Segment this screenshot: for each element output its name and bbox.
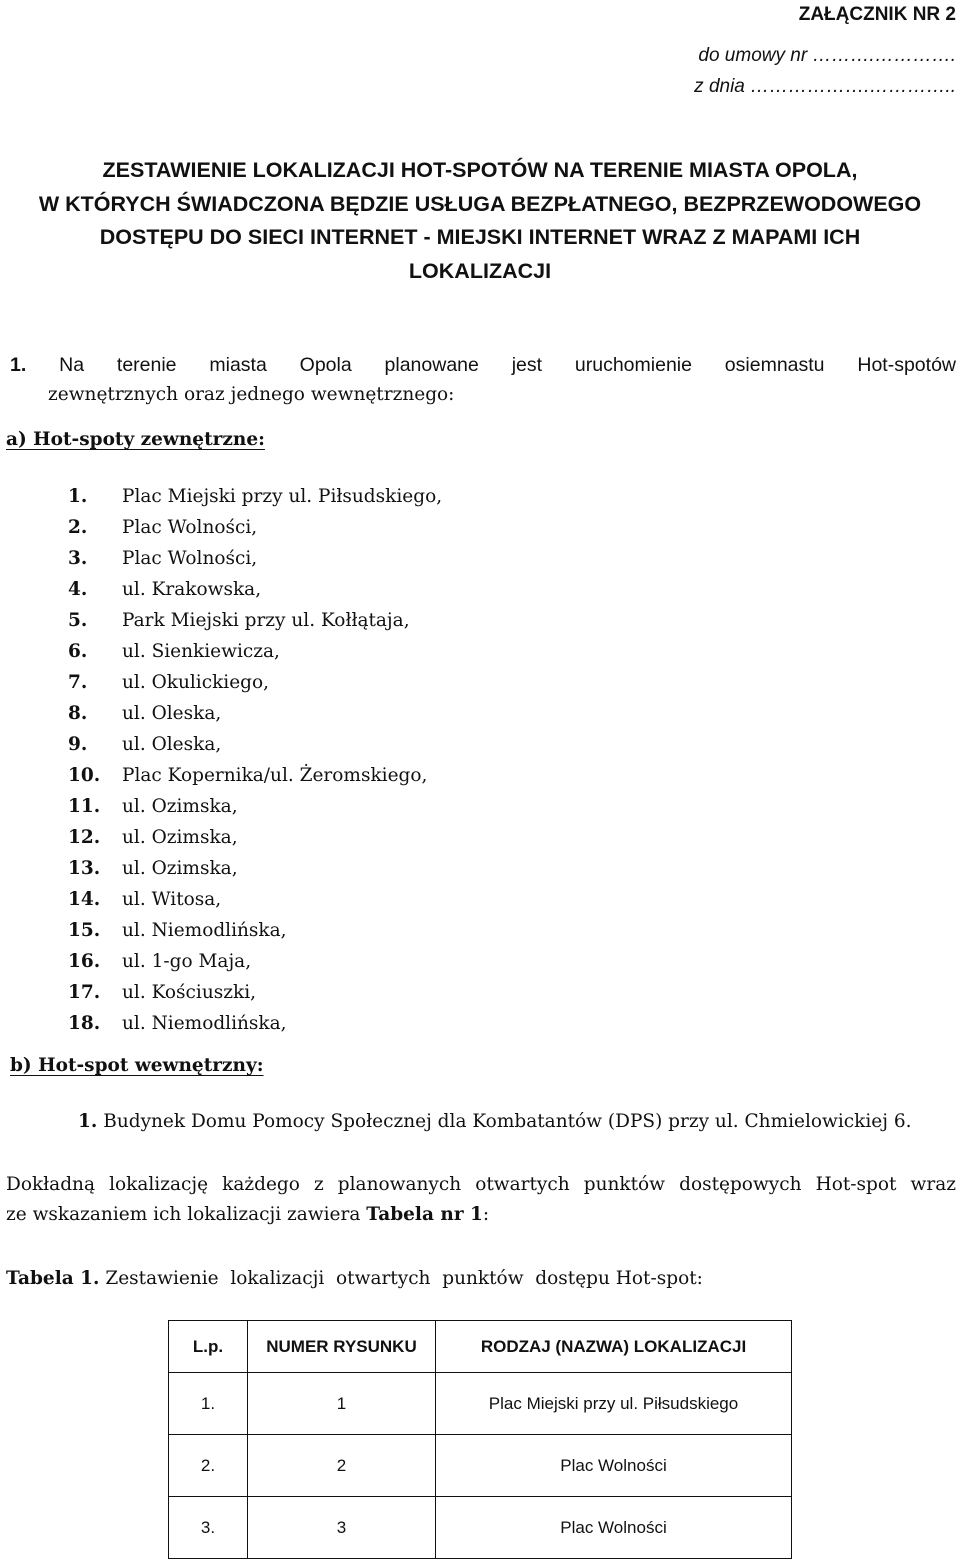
- column-header-drawing-number: NUMER RYSUNKU: [248, 1321, 436, 1373]
- table-reference: Tabela nr 1: [366, 1204, 483, 1225]
- table-row: [169, 1497, 792, 1559]
- table-header-row: [169, 1321, 792, 1373]
- list-item: [68, 543, 442, 574]
- list-item: [68, 822, 442, 853]
- cell-location-name: Plac Wolności: [436, 1435, 792, 1497]
- list-item-text: ul. Niemodlińska,: [122, 920, 287, 941]
- list-item-text: Plac Kopernika/ul. Żeromskiego,: [122, 765, 428, 786]
- list-item: [68, 915, 442, 946]
- indoor-item-number: 1.: [78, 1111, 98, 1132]
- cell-drawing-number: 1: [248, 1373, 436, 1435]
- list-item-text: ul. Oleska,: [122, 703, 222, 724]
- list-item: [68, 636, 442, 667]
- attachment-label: ZAŁĄCZNIK NR 2: [798, 4, 956, 25]
- list-item-text: ul. Okulickiego,: [122, 672, 270, 693]
- list-item-number: 18.: [68, 1013, 101, 1034]
- intro-paragraph: [10, 350, 956, 410]
- list-item: [68, 512, 442, 543]
- list-item-text: ul. Ozimska,: [122, 827, 238, 848]
- column-header-lp: L.p.: [169, 1321, 248, 1373]
- list-item-text: ul. 1-go Maja,: [122, 951, 252, 972]
- list-item-text: ul. Sienkiewicza,: [122, 641, 280, 662]
- list-item-text: ul. Ozimska,: [122, 796, 238, 817]
- list-item-text: ul. Witosa,: [122, 889, 222, 910]
- list-item-number: 16.: [68, 951, 101, 972]
- list-item-number: 5.: [68, 610, 88, 631]
- list-item-text: ul. Kościuszki,: [122, 982, 256, 1003]
- indoor-hotspot-heading: b) Hot-spot wewnętrzny:: [10, 1055, 264, 1076]
- indoor-hotspot-item: [78, 1107, 912, 1137]
- list-item-text: ul. Oleska,: [122, 734, 222, 755]
- cell-drawing-number: 3: [248, 1497, 436, 1559]
- list-item-number: 12.: [68, 827, 101, 848]
- list-item: [68, 853, 442, 884]
- location-note-prefix: ze wskazaniem ich lokalizacji zawiera: [6, 1204, 367, 1225]
- outdoor-hotspots-heading: a) Hot-spoty zewnętrzne:: [6, 429, 265, 450]
- intro-line-2: zewnętrznych oraz jednego wewnętrznego:: [48, 384, 455, 405]
- list-item-text: Plac Wolności,: [122, 548, 258, 569]
- list-item: [68, 791, 442, 822]
- table-row: [169, 1373, 792, 1435]
- list-item-number: 3.: [68, 548, 88, 569]
- column-header-location-name: RODZAJ (NAZWA) LOKALIZACJI: [436, 1321, 792, 1373]
- title-line: LOKALIZACJI: [408, 258, 552, 283]
- list-item-text: ul. Niemodlińska,: [122, 1013, 287, 1034]
- list-item: [68, 946, 442, 977]
- list-item: [68, 1008, 442, 1039]
- list-item: [68, 977, 442, 1008]
- list-item-number: 15.: [68, 920, 101, 941]
- list-item-number: 2.: [68, 517, 88, 538]
- list-item-number: 7.: [68, 672, 88, 693]
- list-item-text: Plac Wolności,: [122, 517, 258, 538]
- list-item-number: 10.: [68, 765, 101, 786]
- list-item-text: ul. Ozimska,: [122, 858, 238, 879]
- location-note-line-1: Dokładną lokalizację każdego z planowanych otwartych punktów dostępowych Hot-spot wraz: [6, 1174, 956, 1195]
- table-caption: [6, 1264, 703, 1294]
- location-note-suffix: :: [482, 1204, 490, 1225]
- list-item: [68, 884, 442, 915]
- list-item-number: 9.: [68, 734, 88, 755]
- intro-number: 1.: [10, 354, 27, 376]
- cell-lp: 3.: [169, 1497, 248, 1559]
- location-note-line-2: [6, 1200, 956, 1230]
- list-item: [68, 574, 442, 605]
- list-item-number: 8.: [68, 703, 88, 724]
- table-caption-label: Tabela 1.: [6, 1268, 100, 1289]
- cell-location-name: Plac Miejski przy ul. Piłsudskiego: [436, 1373, 792, 1435]
- document-title: [0, 154, 960, 288]
- table-caption-text: Zestawienie lokalizacji otwartych punktów dostępu Hot-spot:: [99, 1268, 703, 1289]
- cell-drawing-number: 2: [248, 1435, 436, 1497]
- title-line: W KTÓRYCH ŚWIADCZONA BĘDZIE USŁUGA BEZPŁATNEGO, BEZPRZEWODOWEGO: [38, 191, 922, 216]
- title-line: DOSTĘPU DO SIECI INTERNET - MIEJSKI INTERNET WRAZ Z MAPAMI ICH: [99, 225, 861, 249]
- list-item-number: 13.: [68, 858, 101, 879]
- list-item-number: 17.: [68, 982, 101, 1003]
- list-item: [68, 605, 442, 636]
- list-item: [68, 729, 442, 760]
- cell-lp: 1.: [169, 1373, 248, 1435]
- list-item-number: 14.: [68, 889, 101, 910]
- cell-location-name: Plac Wolności: [436, 1497, 792, 1559]
- cell-lp: 2.: [169, 1435, 248, 1497]
- outdoor-hotspot-list: [68, 481, 442, 1039]
- list-item-text: ul. Krakowska,: [122, 579, 262, 600]
- list-item: [68, 698, 442, 729]
- list-item-text: Park Miejski przy ul. Kołłątaja,: [122, 610, 410, 631]
- list-item: [68, 667, 442, 698]
- contract-number-line: do umowy nr ……….………….: [698, 45, 956, 66]
- list-item-number: 4.: [68, 579, 88, 600]
- contract-date-line: z dnia ……………….…………..: [694, 76, 956, 97]
- list-item: [68, 481, 442, 512]
- indoor-item-text: Budynek Domu Pomocy Społecznej dla Kombatantów (DPS) przy ul. Chmielowickiej 6.: [103, 1111, 912, 1132]
- list-item-number: 6.: [68, 641, 88, 662]
- title-line: ZESTAWIENIE LOKALIZACJI HOT-SPOTÓW NA TERENIE MIASTA OPOLA,: [102, 158, 858, 182]
- location-note: [6, 1170, 956, 1230]
- table-row: [169, 1435, 792, 1497]
- list-item-text: Plac Miejski przy ul. Piłsudskiego,: [122, 486, 443, 507]
- list-item: [68, 760, 442, 791]
- intro-line-1: Na terenie miasta Opola planowane jest uruchomienie osiemnastu Hot-spotów: [59, 354, 956, 376]
- list-item-number: 1.: [68, 486, 88, 507]
- locations-table: [168, 1320, 792, 1559]
- list-item-number: 11.: [68, 796, 101, 817]
